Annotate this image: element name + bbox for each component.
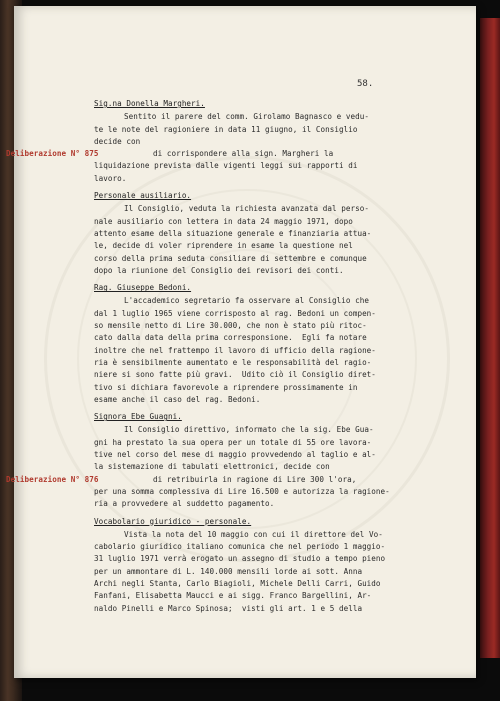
text-line [6,148,410,160]
text-line: Fanfani, Elisabetta Maucci e ai sigg. Franco Bargellini, Ar- [94,591,372,601]
text-line: tivo si dichiara favorevole a riprendere prossimamente in [94,382,358,392]
section [94,188,410,277]
text-line [6,474,410,486]
text-line: attento esame della situazione generale e finanziaria attua- [94,228,372,238]
text-line: decide con [94,136,141,146]
section-heading: Vocabolario giuridico - personale. [94,516,252,526]
text-line: le, decide di voler riprendere in esame la questione nel [94,241,353,251]
section [94,280,410,406]
text-line: cato dalla data della prima corresponsione. Egli fa notare [94,333,367,343]
section [6,409,410,510]
text-line: inoltre che nel frattempo il lavoro di ufficio della ragione- [94,345,376,355]
section-heading: Sig.na Donella Margheri. [94,99,205,108]
line-text: di retribuirla in ragione di Lire 300 l'ora, [153,474,357,484]
line-text: di corrispondere alla sign. Margheri la [153,149,334,159]
text-line: so mensile netto di Lire 30.000, che non è stato più ritoc- [94,321,367,331]
deliberation-label: Deliberazione N° 876 [6,474,99,484]
text-line: 31 luglio 1971 verrà erogato un assegno di studio a tempo pieno [94,554,386,564]
text-line: per una somma complessiva di Lire 16.500 e autorizza la ragione- [94,486,390,496]
text-line: Vista la nota del 10 maggio con cui il direttore del Vo- [124,529,383,539]
text-line: Il Consiglio, veduta la richiesta avanzata dal perso- [124,204,369,214]
deliberation-label: Deliberazione N° 875 [6,149,99,159]
text-line: niere si sono fatte più gravi. Udito ciò il Consiglio diret- [94,370,376,380]
section-heading: Signora Ebe Guagni. [94,412,182,422]
page-number: 58. [357,79,374,89]
text-line: te le note del ragioniere in data 11 giugno, il Consiglio [94,124,358,134]
text-line: ria a provvedere al suddetto pagamento. [94,499,275,509]
text-line: naldo Pinelli e Marco Spinosa; visti gli art. 1 e 5 della [94,603,363,613]
text-line: ria è sensibilmente aumentato e le responsabilità del ragio- [94,357,372,367]
text-line: tive nel corso del mese di maggio provvedendo al taglio e al- [94,450,376,460]
text-line: nale ausiliario con lettera in data 24 maggio 1971, dopo [94,216,353,226]
text-line: liquidazione prevista dalle vigenti leggi sui rapporti di [94,161,358,171]
text-line: L'accademico segretario fa osservare al Consiglio che [124,296,369,306]
text-line: lavoro. [94,173,127,183]
book-cover-edge [480,18,500,658]
document-body [6,96,410,618]
text-line: Archi negli Stanta, Carlo Biagioli, Michele Delli Carri, Guido [94,578,381,588]
text-line: dal 1 luglio 1965 viene corrisposto al rag. Bedoni un compen- [94,308,376,318]
section [94,514,410,615]
text-line: Il Consiglio direttivo, informato che la sig. Ebe Gua- [124,425,374,435]
section [6,96,410,185]
text-line: la sistemazione di tabulati elettronici, decide con [94,462,330,472]
text-line: cabolario giuridico italiano comunica che nel periodo 1 maggio- [94,542,386,552]
text-line: dopo la riunione del Consiglio dei revisori dei conti. [94,265,344,275]
text-line: per un ammontare di L. 140.000 mensili lorde ai sott. Anna [94,566,363,576]
section-heading: Rag. Giuseppe Bedoni. [94,283,192,293]
text-line: gni ha prestato la sua opera per un totale di 55 ore lavora- [94,437,372,447]
text-line: esame anche il caso del rag. Bedoni. [94,394,261,404]
text-line: Sentito il parere del comm. Girolamo Bagnasco e vedu- [124,112,369,122]
text-line: corso della prima seduta consiliare di settembre e comunque [94,253,367,263]
section-heading: Personale ausiliario. [94,191,192,201]
